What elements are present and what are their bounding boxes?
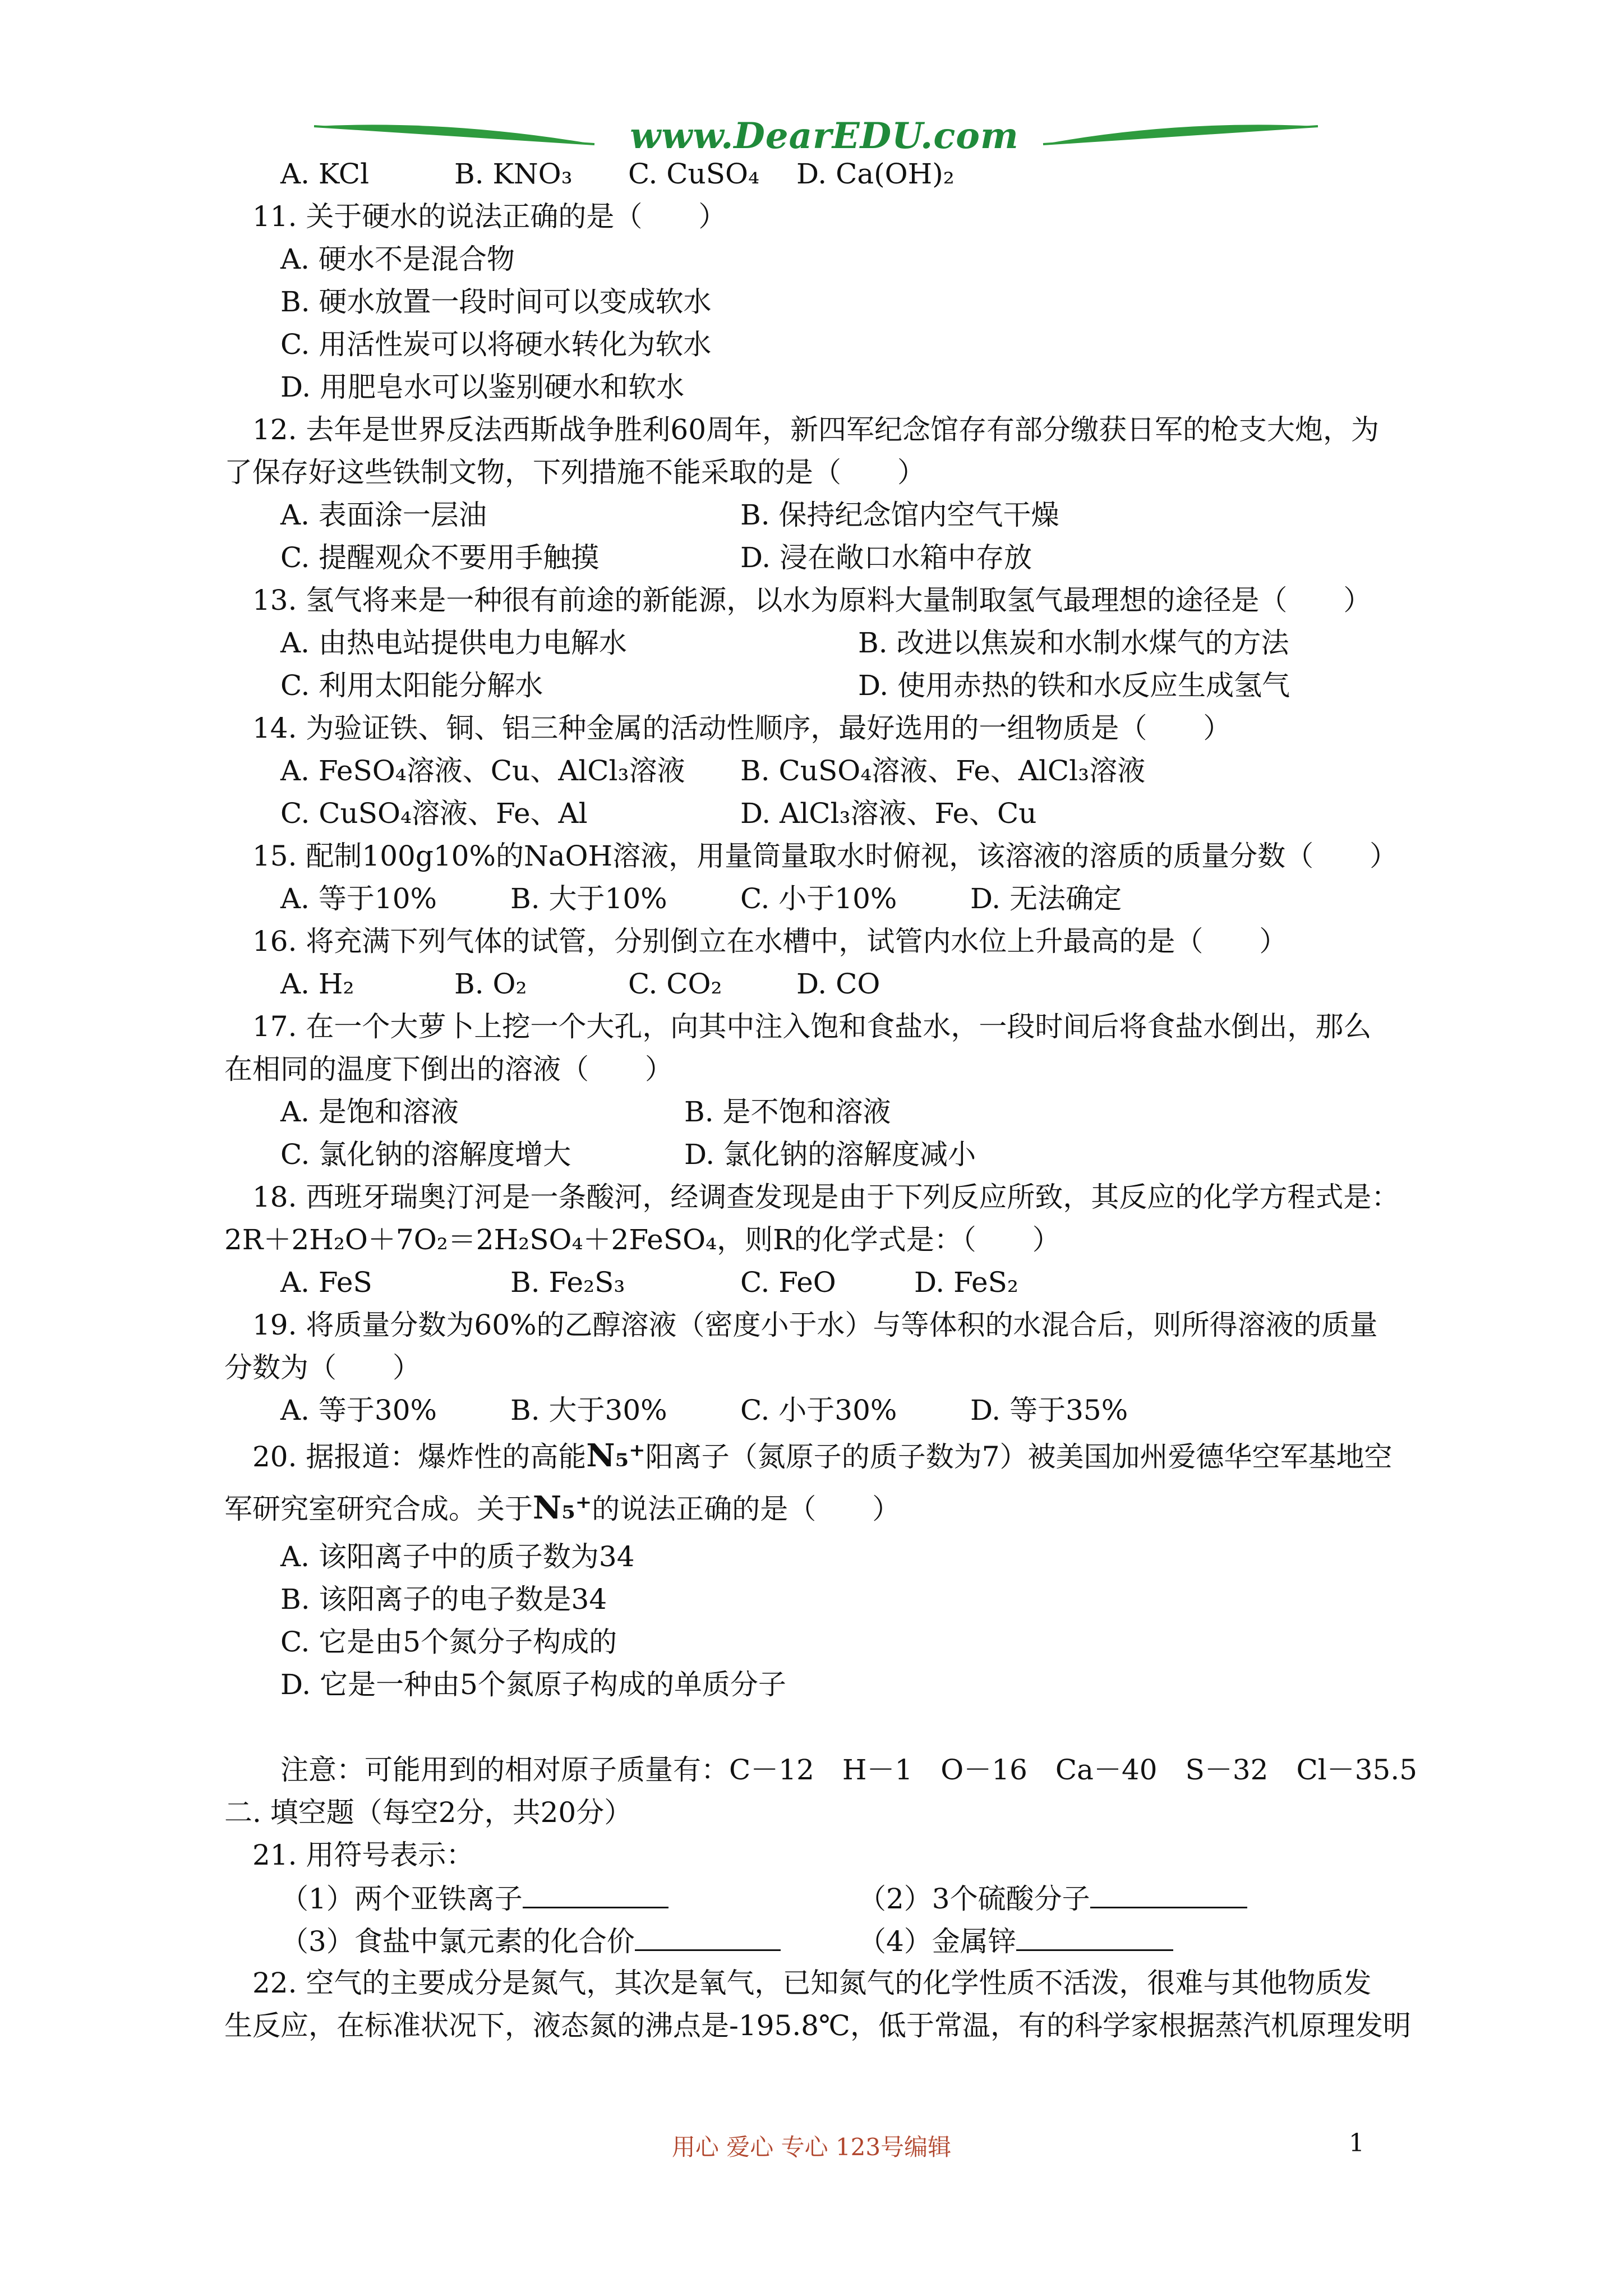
option: D. 使用赤热的铁和水反应生成氢气 <box>858 669 1290 702</box>
option: C. CO₂ <box>628 968 722 1000</box>
option: C. FeO <box>740 1266 836 1299</box>
answer-blank[interactable] <box>1016 1924 1173 1951</box>
q20-text-pre: 20. 据报道：爆炸性的高能 <box>252 1441 587 1473</box>
option: B. CuSO₄溶液、Fe、AlCl₃溶液 <box>740 754 1146 787</box>
fill-item: （1）两个亚铁离子 <box>280 1881 668 1916</box>
question-18-equation: 2R＋2H₂O＋7O₂＝2H₂SO₄＋2FeSO₄，则R的化学式是：（ ） <box>224 1223 1061 1256</box>
option: A. 是饱和溶液 <box>280 1096 459 1128</box>
answer-blank[interactable] <box>1090 1881 1247 1908</box>
option: B. 大于30% <box>510 1394 667 1427</box>
option: B. 是不饱和溶液 <box>684 1096 891 1128</box>
option: D. 浸在敞口水箱中存放 <box>740 541 1032 574</box>
site-url: www.DearEDU.com <box>630 115 1019 157</box>
option: A. 等于30% <box>280 1394 437 1427</box>
fill-item: （2）3个硫酸分子 <box>858 1881 1247 1916</box>
question-22-cont: 生反应，在标准状况下，液态氮的沸点是-195.8℃，低于常温，有的科学家根据蒸汽机原理发明 <box>224 2009 1411 2042</box>
question-19: 19. 将质量分数为60%的乙醇溶液（密度小于水）与等体积的水混合后，则所得溶液的质量 <box>252 1309 1378 1341</box>
option: D. 无法确定 <box>970 882 1122 915</box>
fill-item: （4）金属锌 <box>858 1924 1173 1958</box>
option: B. Fe₂S₃ <box>510 1266 625 1299</box>
option: D. AlCl₃溶液、Fe、Cu <box>740 797 1037 830</box>
question-12: 12. 去年是世界反法西斯战争胜利60周年，新四军纪念馆存有部分缴获日军的枪支大炮，为 <box>252 413 1380 446</box>
question-20-cont <box>224 1491 900 1526</box>
n5-ion: N₅⁺ <box>586 1437 645 1474</box>
question-17-cont: 在相同的温度下倒出的溶液（ ） <box>224 1053 673 1085</box>
question-18: 18. 西班牙瑞奥汀河是一条酸河，经调查发现是由于下列反应所致，其反应的化学方程式是： <box>252 1181 1400 1213</box>
option: B. KNO₃ <box>454 158 573 190</box>
answer-blank[interactable] <box>635 1924 781 1951</box>
question-19-cont: 分数为（ ） <box>224 1351 421 1384</box>
question-13: 13. 氢气将来是一种很有前途的新能源，以水为原料大量制取氢气最理想的途径是（ ） <box>252 584 1372 616</box>
option: A. H₂ <box>280 968 354 1000</box>
option: B. 保持纪念馆内空气干燥 <box>740 499 1059 531</box>
q20b-text-pre: 军研究室研究合成。关于 <box>224 1493 533 1525</box>
option: D. 等于35% <box>970 1394 1128 1427</box>
option: A. 硬水不是混合物 <box>280 243 515 275</box>
question-17: 17. 在一个大萝卜上挖一个大孔，向其中注入饱和食盐水，一段时间后将食盐水倒出，那么 <box>252 1010 1372 1043</box>
option: B. O₂ <box>454 968 527 1000</box>
option: C. 小于10% <box>740 882 897 915</box>
option: B. 该阳离子的电子数是34 <box>280 1583 607 1616</box>
answer-blank[interactable] <box>523 1881 668 1908</box>
option: C. 利用太阳能分解水 <box>280 669 543 702</box>
option: C. 提醒观众不要用手触摸 <box>280 541 600 574</box>
option: B. 改进以焦炭和水制水煤气的方法 <box>858 627 1289 659</box>
option: C. CuSO₄ <box>628 158 760 190</box>
question-21: 21. 用符号表示： <box>252 1839 474 1871</box>
option: D. FeS₂ <box>914 1266 1018 1299</box>
option: B. 硬水放置一段时间可以变成软水 <box>280 286 712 318</box>
atomic-mass-note: 注意：可能用到的相对原子质量有：C－12 H－1 O－16 Ca－40 S－32 Cl－35.5 <box>280 1754 1418 1786</box>
option: D. 氯化钠的溶解度减小 <box>684 1138 976 1171</box>
option: C. 小于30% <box>740 1394 897 1427</box>
option: C. 用活性炭可以将硬水转化为软水 <box>280 328 712 361</box>
question-15: 15. 配制100g10%的NaOH溶液，用量筒量取水时俯视，该溶液的溶质的质量分数（ ） <box>252 840 1398 872</box>
option: B. 大于10% <box>510 882 667 915</box>
question-14: 14. 为验证铁、铜、铝三种金属的活动性顺序，最好选用的一组物质是（ ） <box>252 712 1232 744</box>
fill-item: （3）食盐中氯元素的化合价 <box>280 1924 781 1958</box>
option: D. 用肥皂水可以鉴别硬水和软水 <box>280 371 685 403</box>
q20b-text-post: 的说法正确的是（ ） <box>592 1493 901 1525</box>
page-number: 1 <box>1349 2129 1364 2157</box>
option: C. 它是由5个氮分子构成的 <box>280 1626 617 1658</box>
option: D. CO <box>796 968 880 1000</box>
option: A. 等于10% <box>280 882 437 915</box>
footer-text: 用心 爱心 专心 123号编辑 <box>671 2133 952 2161</box>
option: A. FeS <box>280 1266 372 1299</box>
section-2-title: 二. 填空题（每空2分，共20分） <box>224 1796 633 1829</box>
option: C. CuSO₄溶液、Fe、Al <box>280 797 588 830</box>
option: A. 表面涂一层油 <box>280 499 487 531</box>
option: C. 氯化钠的溶解度增大 <box>280 1138 571 1171</box>
question-16: 16. 将充满下列气体的试管，分别倒立在水槽中，试管内水位上升最高的是（ ） <box>252 925 1288 958</box>
n5-ion: N₅⁺ <box>533 1489 592 1526</box>
option: D. 它是一种由5个氮原子构成的单质分子 <box>280 1668 786 1701</box>
question-11: 11. 关于硬水的说法正确的是（ ） <box>252 200 727 233</box>
question-20 <box>252 1439 1393 1474</box>
option: D. Ca(OH)₂ <box>796 158 955 190</box>
question-22: 22. 空气的主要成分是氮气，其次是氧气，已知氮气的化学性质不活泼，很难与其他物质发 <box>252 1967 1372 1999</box>
option: A. 由热电站提供电力电解水 <box>280 627 627 659</box>
option: A. KCl <box>280 158 370 190</box>
question-12-cont: 了保存好这些铁制文物，下列措施不能采取的是（ ） <box>224 456 925 489</box>
q20-text-post: 阳离子（氮原子的质子数为7）被美国加州爱德华空军基地空 <box>645 1441 1393 1473</box>
option: A. FeSO₄溶液、Cu、AlCl₃溶液 <box>280 754 685 787</box>
option: A. 该阳离子中的质子数为34 <box>280 1540 635 1573</box>
